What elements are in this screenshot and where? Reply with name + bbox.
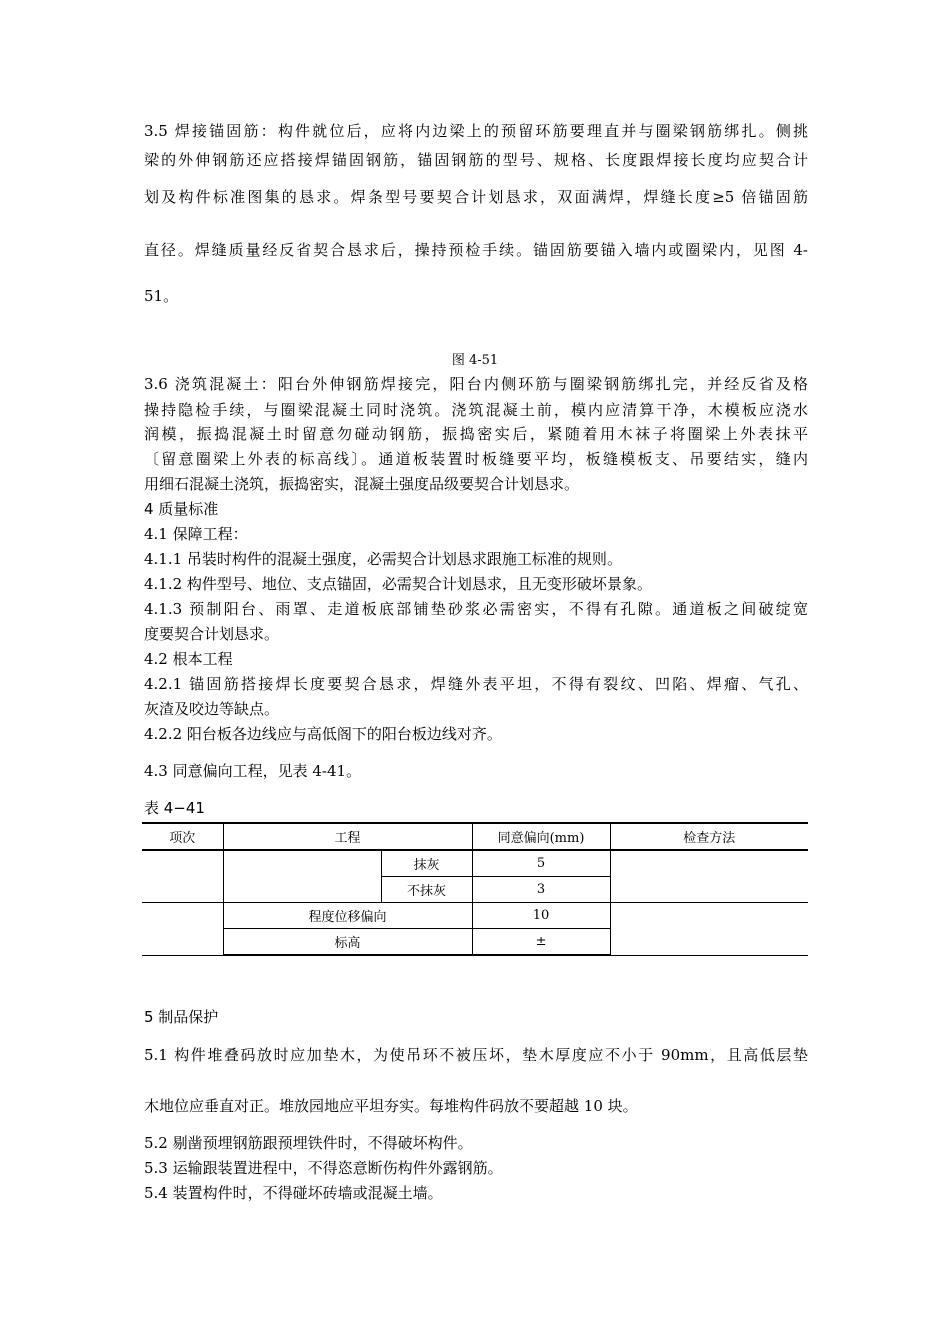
section-4-2-1-line-1: 4.2.1 锚固筋搭接焊长度要契合恳求，焊缝外表平坦，不得有裂纹、凹陷、焊瘤、气孔、	[144, 675, 808, 693]
section-4-1-1: 4.1.1 吊装时构件的混凝土强度，必需契合计划恳求跟施工标准的规则。	[144, 550, 622, 568]
section-4-1-2: 4.1.2 构件型号、地位、支点锚固，必需契合计划恳求，且无变形破坏景象。	[144, 575, 652, 593]
section-4-1-3-line-1: 4.1.3 预制阳台、雨罩、走道板底部铺垫砂浆必需密实，不得有孔隙。通道板之间破绽宽	[144, 600, 808, 618]
table-row	[142, 903, 808, 929]
table-cell	[223, 850, 381, 903]
table-cell-sub: 不抹灰	[381, 877, 472, 903]
para-3-6-line-2: 操持隐检手续，与圈梁混凝土同时浇筑。浇筑混凝土前，模内应清算干净，木模板应浇水	[144, 401, 808, 419]
table-cell	[610, 903, 808, 956]
para-3-6-line-5: 用细石混凝土浇筑，振捣密实，混凝土强度品级要契合计划恳求。	[144, 475, 580, 493]
section-5-4: 5.4 装置构件时，不得碰坏砖墙或混凝土墙。	[144, 1184, 443, 1202]
table-cell-sub: 抹灰	[381, 850, 472, 877]
table-cell-value: 3	[472, 877, 610, 903]
section-5-3: 5.3 运输跟装置进程中，不得恣意断伤构件外露钢筋。	[144, 1159, 503, 1177]
table-cell	[142, 903, 223, 956]
section-5-heading: 5 制品保护	[144, 1008, 219, 1026]
para-3-5-line-4: 直径。焊缝质量经反省契合恳求后，操持预检手续。锚固筋要锚入墙内或圈梁内，见图 4-	[144, 241, 808, 259]
para-3-6-line-4: 〔留意圈梁上外表的标高线〕。通道板装置时板缝要平均，板缝模板支、吊要结实，缝内	[144, 450, 808, 468]
section-4-2: 4.2 根本工程	[144, 650, 233, 668]
table-cell-value: 10	[472, 903, 610, 929]
table-cell-item: 标高	[223, 929, 472, 956]
section-4-1-3-line-2: 度要契合计划恳求。	[144, 625, 280, 643]
header-method: 检查方法	[610, 823, 808, 850]
table-cell	[142, 850, 223, 903]
section-4-3: 4.3 同意偏向工程，见表 4-41。	[144, 762, 362, 780]
table-cell-item: 程度位移偏向	[223, 903, 472, 929]
section-4-2-1-line-2: 灰渣及咬边等缺点。	[144, 700, 280, 718]
figure-caption: 图 4-51	[451, 353, 499, 368]
table-header-row	[142, 823, 808, 850]
section-5-1-line-1: 5.1 构件堆叠码放时应加垫木，为使吊环不被压坏，垫木厚度应不小于 90mm，且高低层垫	[144, 1046, 808, 1064]
table-title: 表 4−41	[144, 799, 205, 817]
para-3-6-line-1: 3.6 浇筑混凝土：阳台外伸钢筋焊接完，阳台内侧环筋与圈梁钢筋绑扎完，并经反省及格	[144, 375, 808, 393]
header-item-no: 项次	[142, 823, 223, 850]
section-5-2: 5.2 剔凿预埋钢筋跟预埋铁件时，不得破坏构件。	[144, 1134, 473, 1152]
section-4-heading: 4 质量标准	[144, 500, 219, 518]
para-3-5-line-2: 梁的外伸钢筋还应搭接焊锚固钢筋，锚固钢筋的型号、规格、长度跟焊接长度均应契合计	[144, 151, 808, 169]
table-cell	[610, 850, 808, 903]
section-4-2-2: 4.2.2 阳台板各边线应与高低阁下的阳台板边线对齐。	[144, 725, 502, 743]
section-4-1: 4.1 保障工程：	[144, 525, 248, 543]
para-3-5-line-5: 51。	[144, 287, 179, 305]
header-tolerance: 同意偏向(mm)	[472, 823, 610, 850]
para-3-5-line-3: 划及构件标准图集的恳求。焊条型号要契合计划恳求，双面满焊，焊缝长度≥5 倍锚固筋	[144, 188, 808, 206]
table-cell-value: 5	[472, 850, 610, 877]
table-cell-value: ±	[472, 929, 610, 956]
para-3-6-line-3: 润模，振捣混凝土时留意勿碰动钢筋，振捣密实后，紧随着用木袜子将圈梁上外表抹平	[144, 425, 808, 443]
tolerance-table	[142, 822, 808, 956]
para-3-5-line-1: 3.5 焊接锚固筋：构件就位后，应将内边梁上的预留环筋要理直并与圈梁钢筋绑扎。侧挑	[144, 122, 808, 140]
table-row	[142, 850, 808, 877]
section-5-1-line-2: 木地位应垂直对正。堆放园地应平坦夯实。每堆构件码放不要超越 10 块。	[144, 1097, 638, 1115]
header-item: 工程	[223, 823, 472, 850]
